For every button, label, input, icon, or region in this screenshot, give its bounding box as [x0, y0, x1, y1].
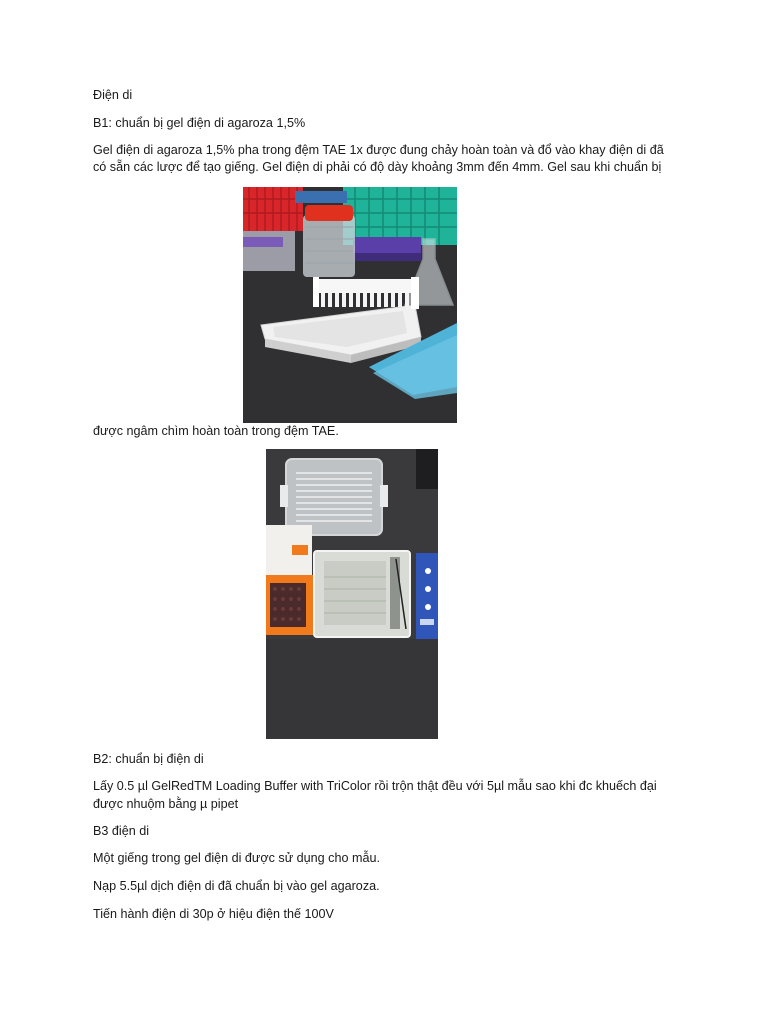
- electrophoresis-chamber-illustration: [266, 449, 438, 739]
- step1-heading: B1: chuẩn bị gel điện di agaroza 1,5%: [93, 116, 306, 130]
- gel-tray-illustration: [243, 187, 457, 423]
- step2-text-line2: được nhuộm bằng µ pipet: [93, 797, 239, 811]
- electrophoresis-chamber-photo: [266, 449, 438, 739]
- step1-text-line3: được ngâm chìm hoàn toàn trong đệm TAE.: [93, 424, 339, 438]
- step2-text-line1: Lấy 0.5 µl GelRedTM Loading Buffer with TriColor rồi trộn thật đều với 5µl mẫu sao khi đc khuếch đại: [93, 779, 657, 793]
- gel-tray-photo: [243, 187, 457, 423]
- step2-heading: B2: chuẩn bị điện di: [93, 752, 204, 766]
- step3-heading: B3 điện di: [93, 824, 150, 838]
- step3-text1: Một giếng trong gel điện di được sử dụng cho mẫu.: [93, 851, 380, 865]
- step3-text2: Nạp 5.5µl dịch điện di đã chuẩn bị vào gel agaroza.: [93, 879, 380, 893]
- step3-text3: Tiến hành điện di 30p ở hiệu điện thế 100V: [93, 907, 334, 921]
- document-title: Điện di: [93, 88, 133, 102]
- step1-text-line1: Gel điện di agaroza 1,5% pha trong đệm TAE 1x được đung chảy hoàn toàn và đổ vào khay điện di đã: [93, 143, 664, 157]
- step1-text-line2: có sẵn các lược để tạo giếng. Gel điện di phải có độ dày khoảng 3mm đến 4mm. Gel sau khi chuẩn bị: [93, 160, 662, 174]
